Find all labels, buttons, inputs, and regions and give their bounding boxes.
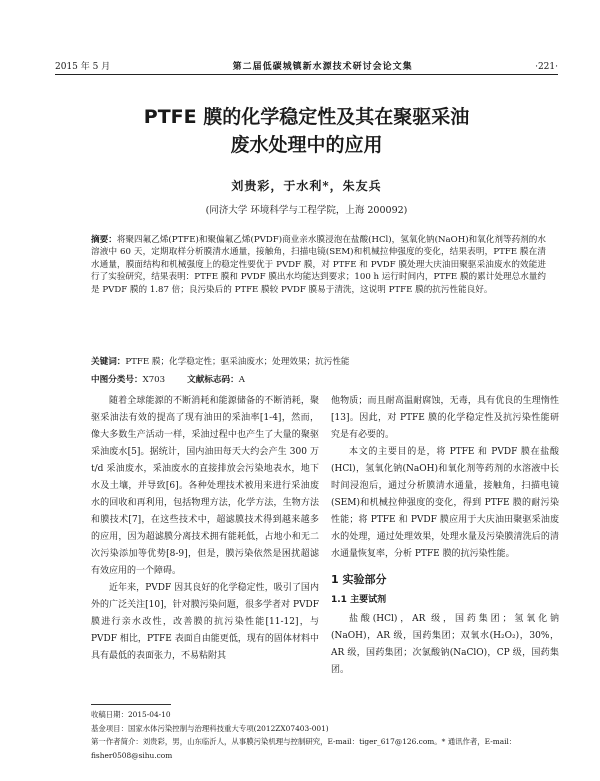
clc-label: 中图分类号： — [91, 375, 143, 385]
right-column — [331, 393, 559, 679]
classification-row — [91, 373, 546, 385]
keywords-label: 关键词： — [91, 357, 126, 367]
document-code — [187, 373, 245, 385]
keywords — [91, 356, 546, 368]
header-date: 2015 年 5 月 — [55, 62, 111, 72]
abstract-text: 将聚四氟乙烯(PTFE)和聚偏氟乙烯(PVDF)商业亲水膜浸泡在盐酸(HCl)，氢氧化钠(NaOH)和氧化剂等药剂的水溶液中 60 天，定期取样分析膜清水通量，接触角，扫描电镜(SEM)和机械拉伸强度的变化，结果表明，PTFE 膜在清水通量，膜面结构和机械强度上的稳定性要优于 PVDF 膜，对 PTFE 和 PVDF 膜处理大庆油田聚驱采油废水的效能进行了实验研究，结果表明：PTFE 膜和 PVDF 膜出水均能达到要求；100 h 运行时间内，PTFE 膜的累计处理总水量约是 PVDF 膜的 1.87 倍；良污染后的 PTFE 膜较 PVDF 膜易于清洗，这说明 PTFE 膜的抗污性能良好。 — [91, 235, 546, 295]
footnote-divider — [91, 704, 171, 705]
footnote-author-bio: 第一作者简介：刘贵彩，男，山东临沂人，从事膜污染机理与控制研究，E-mail：tiger_617@126.com。* 通讯作者，E-mail： — [91, 737, 517, 746]
author-list: 刘贵彩，于水利*，朱友兵 — [231, 179, 382, 193]
clc-value: X703 — [142, 375, 166, 385]
footnote-email: fisher0508@sihu.com — [91, 750, 173, 760]
left-column — [91, 393, 319, 665]
reagents-paragraph: 盐酸(HCl)，AR 级，国药集团；氢氧化钠(NaOH)，AR 级，国药集团；双氧水(H₂O₂)，30%，AR 级，国药集团；次氯酸钠(NaClO)，CP 级，国药集团。 — [331, 614, 559, 675]
abstract-label: 摘要： — [91, 235, 117, 245]
doc-code-value: A — [238, 375, 245, 385]
title-line-1: PTFE 膜的化学稳定性及其在聚驱采油 — [143, 106, 470, 128]
title-line-2: 废水处理中的应用 — [230, 134, 383, 156]
doc-code-label: 文献标志码： — [187, 375, 239, 385]
footnote-funding: 基金项目：国家水体污染控制与治理科技重大专项(2012ZX07403-001) — [91, 723, 329, 733]
abstract — [91, 234, 546, 296]
header-page-number: ·221· — [535, 62, 558, 72]
keywords-text: PTFE 膜；化学稳定性；驱采油废水；处理效果；抗污性能 — [125, 357, 350, 367]
header-proceedings-title: 第二届低碳城镇新水源技术研讨会论文集 — [232, 62, 413, 72]
affiliation: (同济大学 环境科学与工程学院，上海 200092) — [205, 205, 408, 216]
paper-title — [55, 103, 558, 159]
section-heading-experimental: 1 实验部分 — [331, 573, 387, 586]
intro-paragraph-1: 随着全球能源的不断消耗和能源储备的不断消耗，聚驱采油法有效的提高了现有油田的采油率[1-4]，然而，像大多数生产活动一样，采油过程中也产生了大量的聚驱采油废水[5]。据统计，国内油田每天大约会产生 300 万 t/d 采油废水，采油废水的直接排放会污染地表水，地下水及土壤，并导致[6]。各种处理技术被用来进行采油废水的回收和再利用，包括物理方法，化学方法，生物方法和膜技术[7]，在这些技术中，超滤膜技术得到越来越多的应用，因为超滤膜分离技术拥有能耗低，占地小和无二次污染添加等优势[8-9]，但是，膜污染依然是困扰超滤有效应用的一个障碍。 — [91, 396, 319, 576]
footnotes — [91, 708, 546, 762]
intro-paragraph-3: 本文的主要目的是，将 PTFE 和 PVDF 膜在盐酸(HCl)，氢氧化钠(NaOH)和氧化剂等药剂的水溶液中长时间浸泡后，通过分析膜清水通量，接触角，扫描电镜(SEM)和机械拉伸强度的变化，得到 PTFE 膜的耐污染性能；将 PTFE 和 PVDF 膜应用于大庆油田聚驱采油废水的处理，通过处理效果，处理水量及污染膜清洗后的清水通量恢复率，分析 PTFE 膜的抗污染性能。 — [331, 447, 559, 559]
intro-paragraph-2: 近年来，PVDF 因其良好的化学稳定性，吸引了国内外的广泛关注[10]，针对膜污染问题，很多学者对 PVDF 膜进行亲水改性，改善膜的抗污染性能[11-12]，与 PVDF 相比，PTFE 表面自由能更低，现有的固体材料中具有最低的表面张力，不易粘附其 — [91, 583, 319, 661]
subsection-heading-reagents: 1.1 主要试剂 — [331, 595, 387, 605]
clc-number — [91, 373, 165, 385]
footnote-received-date: 收稿日期：2015-04-10 — [91, 710, 171, 719]
intro-paragraph-2-continued: 他物质；而且耐高温耐腐蚀，无毒，具有优良的生理惰性[13]。因此，对 PTFE 膜的化学稳定性及抗污染性能研究是有必要的。 — [331, 396, 559, 440]
running-header — [55, 58, 558, 75]
